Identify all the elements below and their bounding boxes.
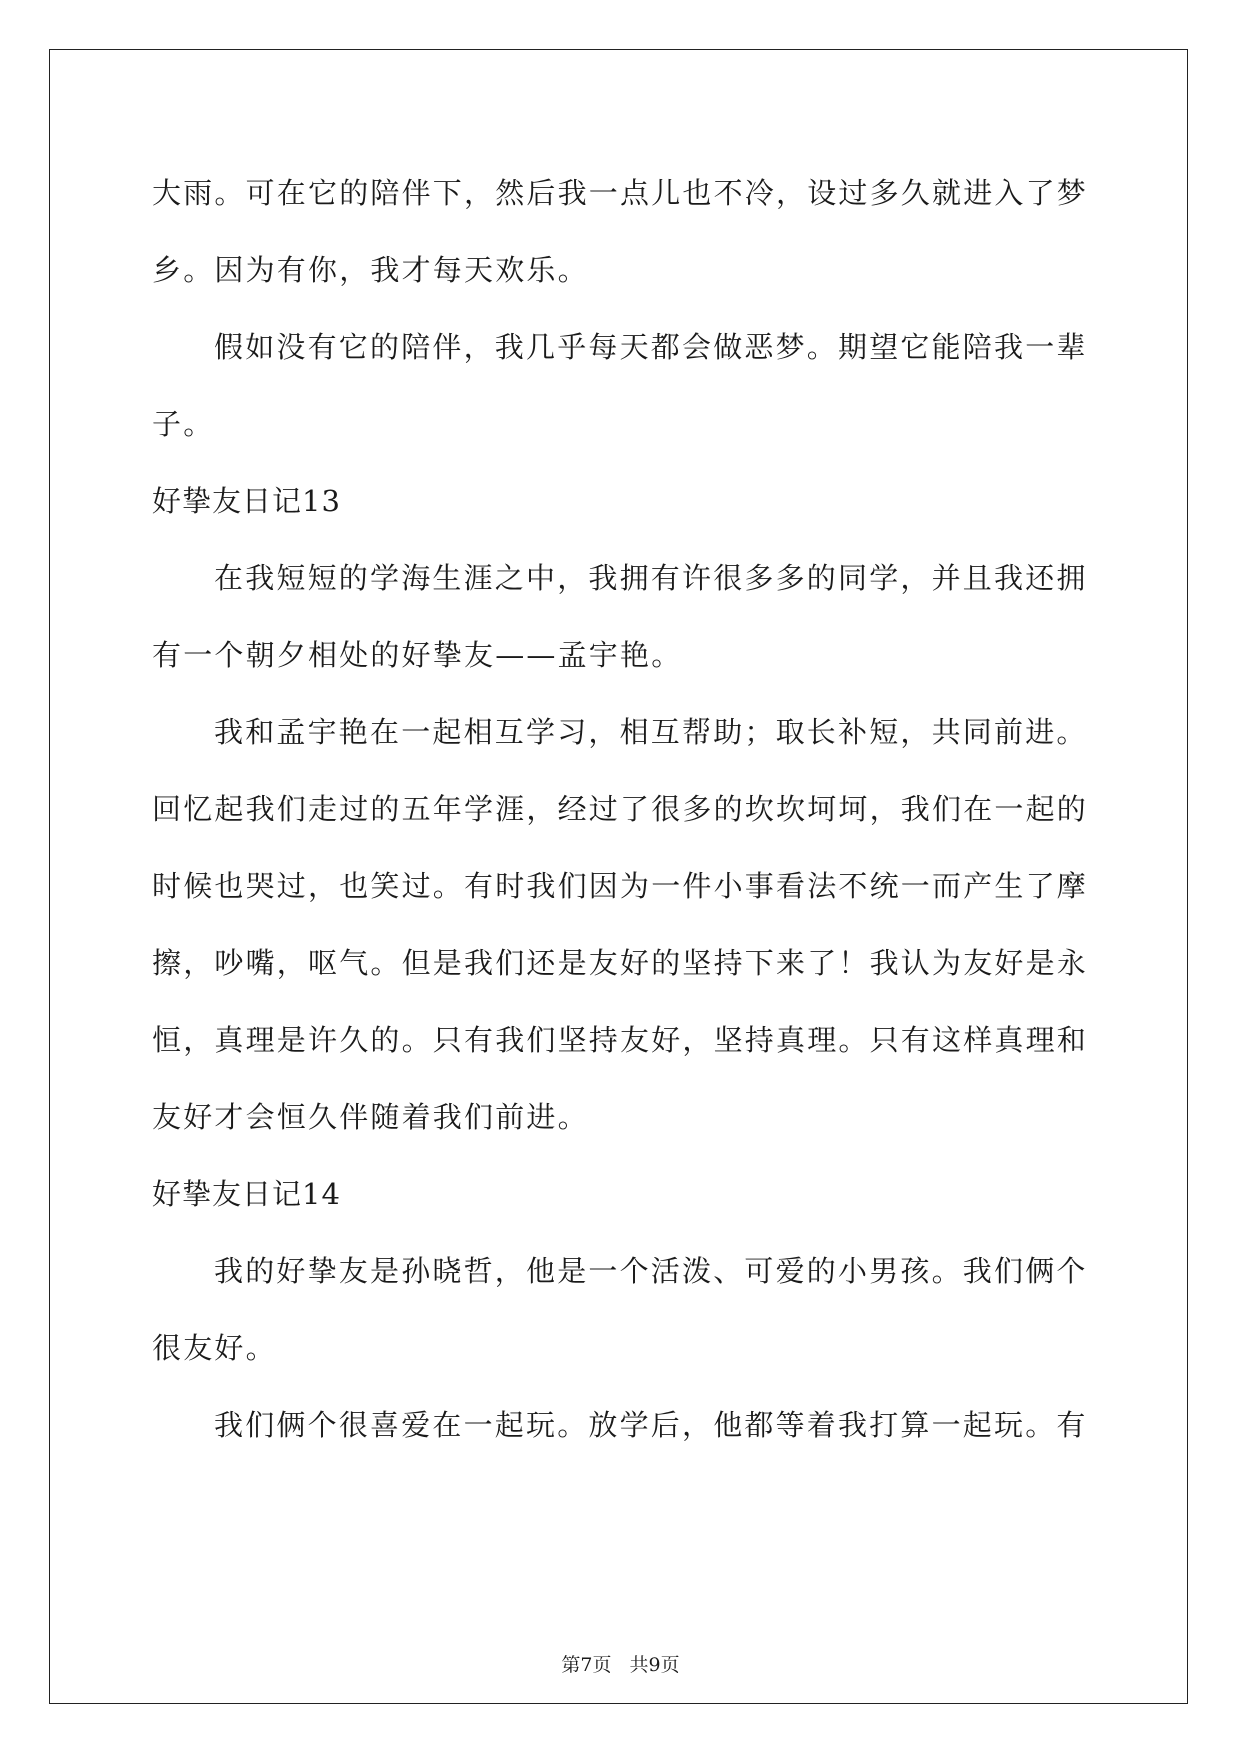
paragraph-start-line: 假如没有它的陪伴，我几乎每天都会做恶梦。期望它能陪我一辈 xyxy=(214,330,1088,364)
text-line: 恒，真理是许久的。只有我们坚持友好，坚持真理。只有这样真理和 xyxy=(152,1023,1089,1057)
section-heading: 好挚友日记14 xyxy=(152,1177,341,1211)
text-line: 乡。因为有你，我才每天欢乐。 xyxy=(152,253,589,287)
text-line: 时候也哭过，也笑过。有时我们因为一件小事看法不统一而产生了摩 xyxy=(152,869,1089,903)
page-footer xyxy=(0,1650,1241,1677)
page-number: 第7页 xyxy=(561,1654,612,1676)
paragraph-start-line: 我的好挚友是孙晓哲，他是一个活泼、可爱的小男孩。我们俩个 xyxy=(214,1254,1088,1288)
text-line: 有一个朝夕相处的好挚友——孟宇艳。 xyxy=(152,638,683,672)
document-body xyxy=(152,155,1087,1464)
text-line: 擦，吵嘴，呕气。但是我们还是友好的坚持下来了！我认为友好是永 xyxy=(152,946,1089,980)
page-total: 共9页 xyxy=(629,1654,680,1676)
paragraph-start-line: 我和孟宇艳在一起相互学习，相互帮助；取长补短，共同前进。 xyxy=(214,715,1088,749)
section-heading: 好挚友日记13 xyxy=(152,484,341,518)
paragraph-start-line: 我们俩个很喜爱在一起玩。放学后，他都等着我打算一起玩。有 xyxy=(214,1408,1088,1442)
paragraph-start-line: 在我短短的学海生涯之中，我拥有许很多多的同学，并且我还拥 xyxy=(214,561,1088,595)
text-line: 很友好。 xyxy=(152,1331,277,1365)
text-line: 友好才会恒久伴随着我们前进。 xyxy=(152,1100,589,1134)
text-line: 回忆起我们走过的五年学涯，经过了很多的坎坎坷坷，我们在一起的 xyxy=(152,792,1089,826)
text-line: 大雨。可在它的陪伴下，然后我一点儿也不冷，设过多久就进入了梦 xyxy=(152,176,1089,210)
text-line: 子。 xyxy=(152,407,215,441)
